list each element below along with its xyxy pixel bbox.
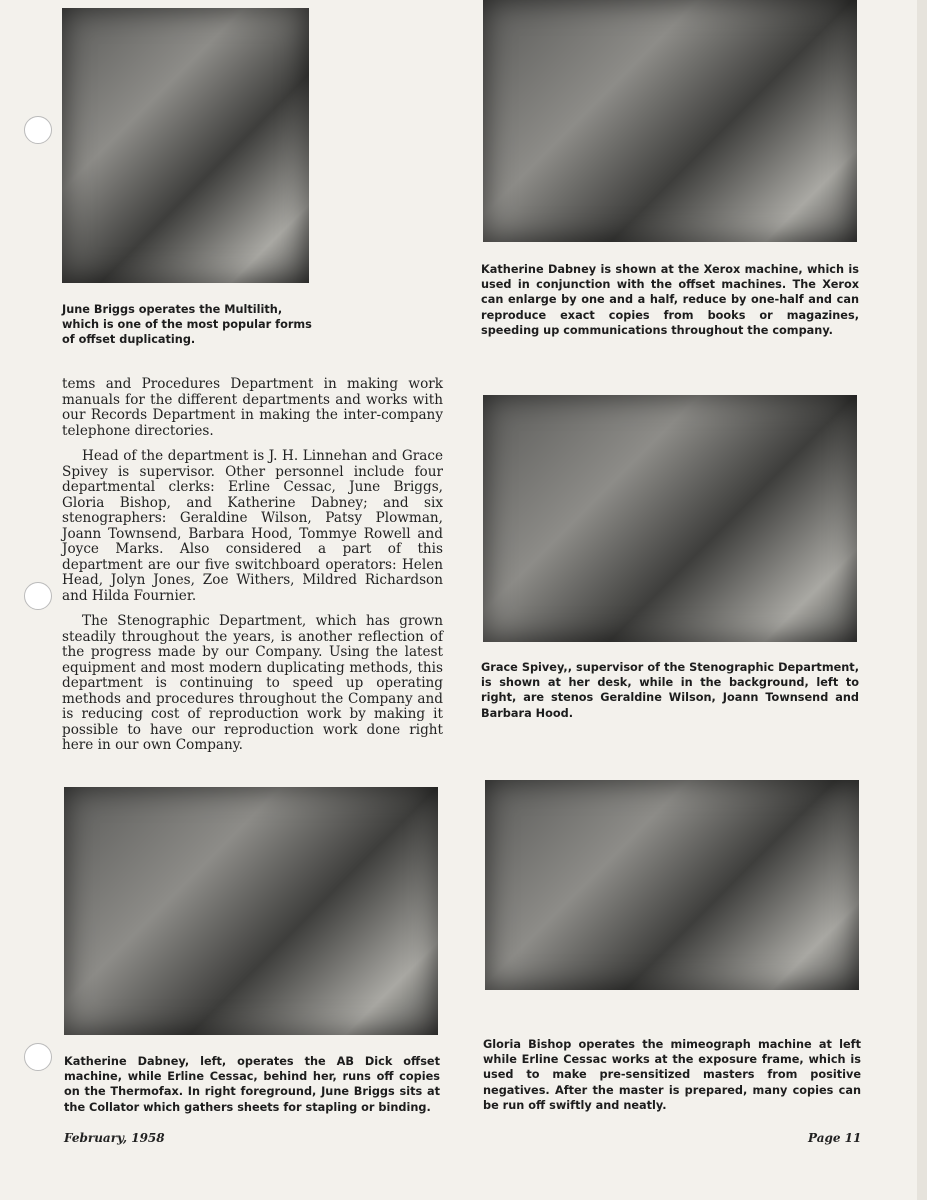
caption-multilith: June Briggs operates the Multilith, which is one of the most popular forms of offset duplicating. <box>62 303 312 347</box>
photo-supervisor-desk <box>483 395 857 642</box>
page-number: Page 11 <box>808 1131 862 1145</box>
article-body <box>62 377 443 764</box>
punch-hole <box>24 582 52 610</box>
caption-offset: Katherine Dabney, left, operates the AB Dick offset machine, while Erline Cessac, behind her, runs off copies on the Thermofax. In right foreground, June Briggs sits at the Collator which gathers sheets for stapling or binding. <box>64 1055 440 1114</box>
page-edge <box>917 0 927 1200</box>
photo-xerox <box>483 0 857 242</box>
photo-mimeograph <box>485 780 859 990</box>
photo-multilith <box>62 8 309 283</box>
punch-hole <box>24 116 52 144</box>
paragraph: The Stenographic Department, which has grown steadily throughout the years, is another reflection of the progress made by our Company. Using the latest equipment and most modern duplicating methods, this department is continuing to speed up operating methods and procedures throughout the Company and is reducing cost of reproduction work by making it possible to have our reproduction work done right here in our own Company. <box>62 613 443 753</box>
paragraph: tems and Procedures Department in making work manuals for the different departments and works with our Records Department in making the inter-company telephone directories. <box>62 376 443 439</box>
paragraph: Head of the department is J. H. Linnehan and Grace Spivey is supervisor. Other personnel include four departmental clerks: Erline Cessac, June Briggs, Gloria Bishop, and Katherine Dabney; and six stenographers: Geraldine Wilson, Patsy Plowman, Joann Townsend, Barbara Hood, Tommye Rowell and Joyce Marks. Also considered a part of this department are our five switchboard operators: Helen Head, Jolyn Jones, Zoe Withers, Mildred Richardson and Hilda Fournier. <box>62 448 443 604</box>
caption-xerox: Katherine Dabney is shown at the Xerox machine, which is used in conjunction with the offset machines. The Xerox can enlarge by one and a half, reduce by one-half and can reproduce exact copies from books or magazines, speeding up communications throughout the company. <box>481 263 859 337</box>
photo-offset-room <box>64 787 438 1035</box>
footer-date: February, 1958 <box>64 1131 165 1145</box>
caption-supervisor: Grace Spivey,, supervisor of the Stenographic Department, is shown at her desk, while in the background, left to right, are stenos Geraldine Wilson, Joann Townsend and Barbara Hood. <box>481 661 859 720</box>
caption-mimeograph: Gloria Bishop operates the mimeograph machine at left while Erline Cessac works at the exposure frame, which is used to make pre-sensitized masters from positive negatives. After the master is prepared, many copies can be run off swiftly and neatly. <box>483 1038 861 1112</box>
punch-hole <box>24 1043 52 1071</box>
